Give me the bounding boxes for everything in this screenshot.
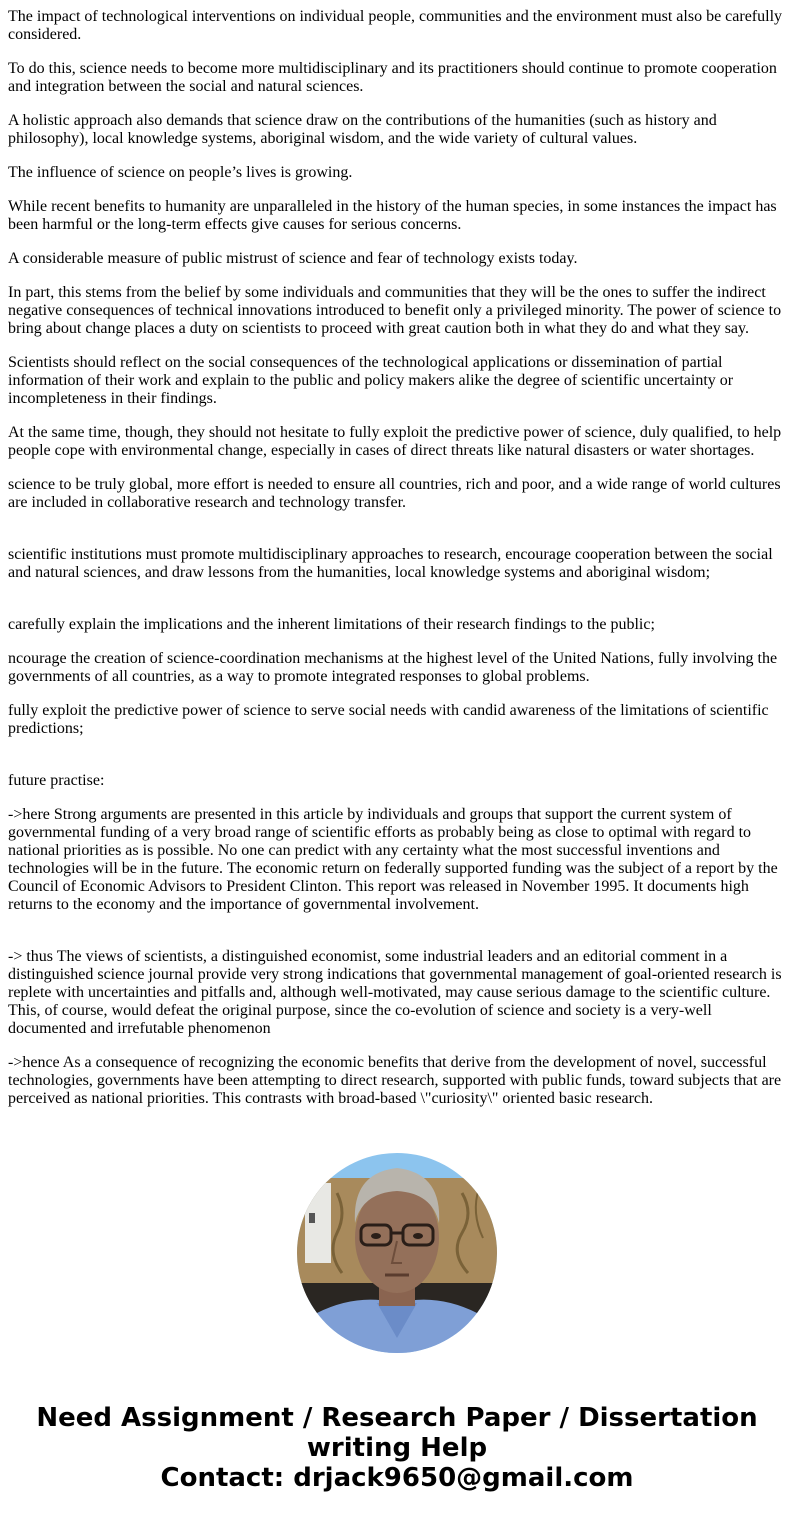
paragraph: carefully explain the implications and the inherent limitations of their research findings to the public; bbox=[8, 616, 655, 633]
avatar bbox=[297, 1153, 497, 1353]
paragraph: ncourage the creation of science-coordination mechanisms at the highest level of the United Nations, fully involving the governments of all countries, as a way to promote integrated responses to global problems. bbox=[8, 650, 778, 685]
paragraph: The impact of technological interventions on individual people, communities and the environment must also be carefully considered. bbox=[8, 8, 783, 43]
paragraph: While recent benefits to humanity are unparalleled in the history of the human species, in some instances the impact has been harmful or the long-term effects give causes for serious concerns. bbox=[8, 198, 777, 233]
paragraph: ->here Strong arguments are presented in this article by individuals and groups that support the current system of governmental funding of a very broad range of scientific efforts as probably being as close to optimal with regard to national priorities as is possible. No one can predict with any certainty what the most successful inventions and technologies will be in the future. The economic return on federally supported funding was the subject of a report by the Council of Economic Advisors to President Clinton. This report was released in November 1995. It documents high returns to the economy and the importance of governmental involvement. bbox=[8, 806, 778, 913]
paragraph: fully exploit the predictive power of science to serve social needs with candid awareness of the limitations of scientific predictions; bbox=[8, 702, 769, 737]
paragraph: science to be truly global, more effort is needed to ensure all countries, rich and poor, and a wide range of world cultures are included in collaborative research and technology transfer. bbox=[8, 476, 781, 511]
paragraph: At the same time, though, they should not hesitate to fully exploit the predictive power of science, duly qualified, to help people cope with environmental change, especially in cases of direct threats like natural disasters or water shortages. bbox=[8, 424, 782, 459]
paragraph: -> thus The views of scientists, a distinguished economist, some industrial leaders and an editorial comment in a distinguished science journal provide very strong indications that governmental management of goal-oriented research is replete with uncertainties and pitfalls and, although well-motivated, may cause serious damage to the scientific culture. This, of course, would defeat the original purpose, since the co-evolution of science and society is a very-well documented and irrefutable phenomenon bbox=[8, 948, 782, 1037]
section-label-future-practise: future practise: bbox=[8, 772, 105, 789]
paragraph: A considerable measure of public mistrust of science and fear of technology exists today. bbox=[8, 250, 578, 267]
paragraph: ->hence As a consequence of recognizing the economic benefits that derive from the development of novel, successful technologies, governments have been attempting to direct research, supported with public funds, toward subjects that are perceived as national priorities. This contrasts with broad-based \"curiosity\" oriented basic research. bbox=[8, 1054, 782, 1107]
promo-headline: Need Assignment / Research Paper / Dissertation writing Help bbox=[36, 1403, 758, 1463]
portrait-photo bbox=[297, 1153, 497, 1353]
paragraph: Scientists should reflect on the social consequences of the technological applications or dissemination of partial information of their work and explain to the public and policy makers alike the degree of scientific uncertainty or incompleteness in their findings. bbox=[8, 354, 734, 407]
promo-banner bbox=[0, 1403, 794, 1493]
paragraph: The influence of science on people’s lives is growing. bbox=[8, 164, 353, 181]
paragraph: scientific institutions must promote multidisciplinary approaches to research, encourage cooperation between the social and natural sciences, and draw lessons from the humanities, local knowledge systems and aboriginal wisdom; bbox=[8, 546, 773, 581]
paragraph: To do this, science needs to become more multidisciplinary and its practitioners should continue to promote cooperation and integration between the social and natural sciences. bbox=[8, 60, 777, 95]
promo-contact-email[interactable]: Contact: drjack9650@gmail.com bbox=[160, 1463, 634, 1493]
paragraph: A holistic approach also demands that science draw on the contributions of the humanities (such as history and philosophy), local knowledge systems, aboriginal wisdom, and the wide variety of cultural values. bbox=[8, 112, 717, 147]
paragraph: In part, this stems from the belief by some individuals and communities that they will be the ones to suffer the indirect negative consequences of technical innovations introduced to benefit only a privileged minority. The power of science to bring about change places a duty on scientists to proceed with great caution both in what they do and what they say. bbox=[8, 284, 782, 337]
